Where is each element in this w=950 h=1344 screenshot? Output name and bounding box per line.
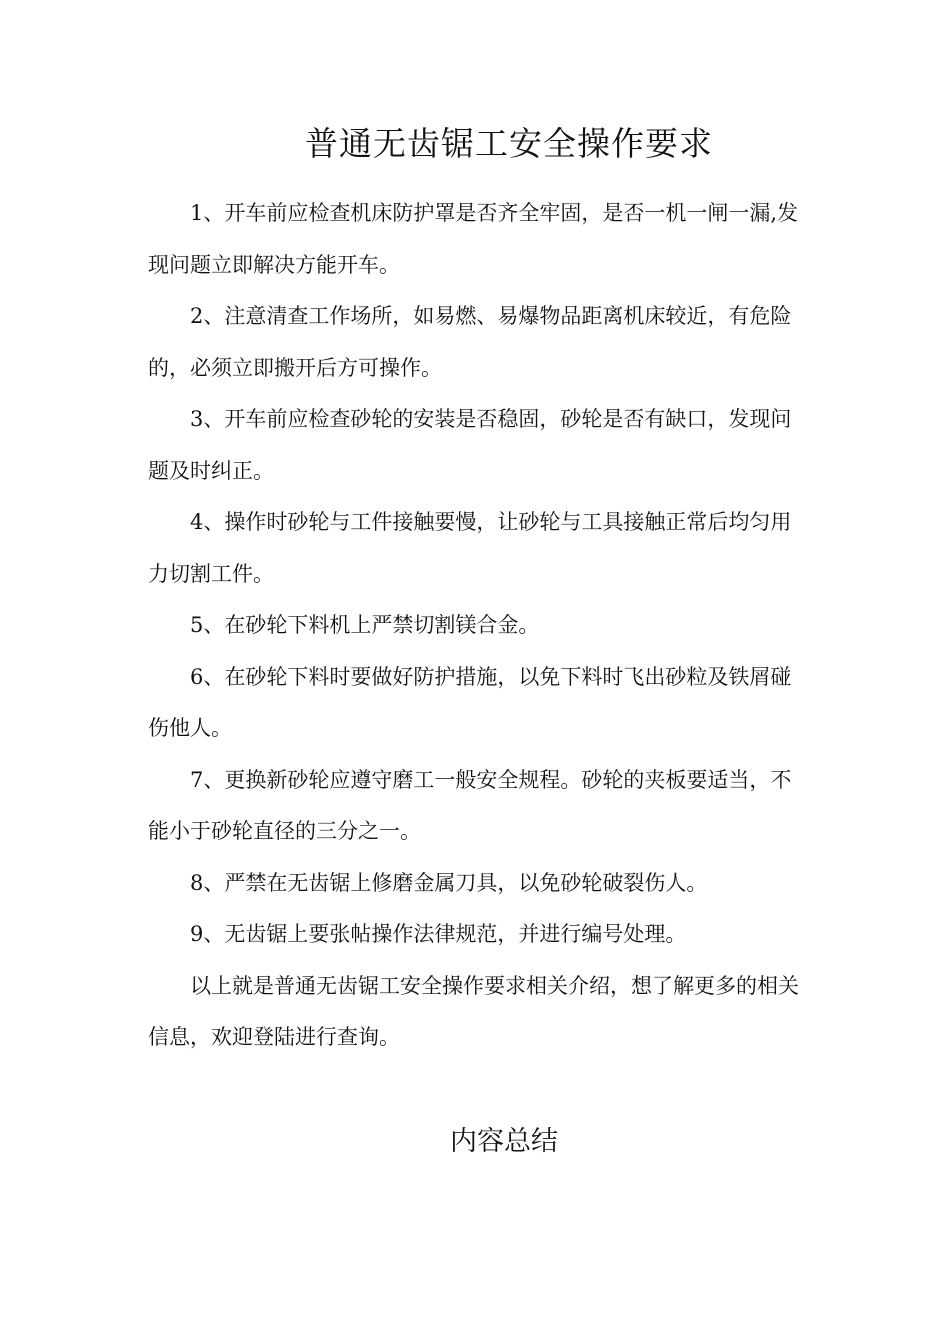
document-title: 普通无齿锯工安全操作要求 — [305, 124, 713, 163]
summary-heading: 内容总结 — [450, 1126, 558, 1157]
paragraph-8: 8、严禁在无齿锯上修磨金属刀具，以免砂轮破裂伤人。 — [190, 870, 708, 895]
document-body — [148, 188, 808, 1064]
paragraph-5: 5、在砂轮下料机上严禁切割镁合金。 — [190, 613, 540, 637]
paragraph-2: 2、注意清查工作场所，如易燃、易爆物品距离机床较近，有危险的，必须立即搬开后方可操作。 — [148, 304, 792, 380]
paragraph-4: 4、操作时砂轮与工件接触要慢，让砂轮与工具接触正常后均匀用力切割工件。 — [148, 510, 792, 586]
closing-paragraph: 以上就是普通无齿锯工安全操作要求相关介绍，想了解更多的相关信息，欢迎登陆进行查询。 — [148, 973, 799, 1049]
paragraph-1: 1、开车前应检查机床防护罩是否齐全牢固，是否一机一闸一漏,发现问题立即解决方能开车。 — [148, 201, 799, 277]
paragraph-7: 7、更换新砂轮应遵守磨工一般安全规程。砂轮的夹板要适当，不能小于砂轮直径的三分之一。 — [148, 767, 792, 843]
paragraph-9: 9、无齿锯上要张帖操作法律规范，并进行编号处理。 — [190, 922, 687, 946]
paragraph-6: 6、在砂轮下料时要做好防护措施，以免下料时飞出砂粒及铁屑碰伤他人。 — [148, 664, 792, 740]
paragraph-3: 3、开车前应检查砂轮的安装是否稳固，砂轮是否有缺口，发现问题及时纠正。 — [148, 407, 792, 483]
